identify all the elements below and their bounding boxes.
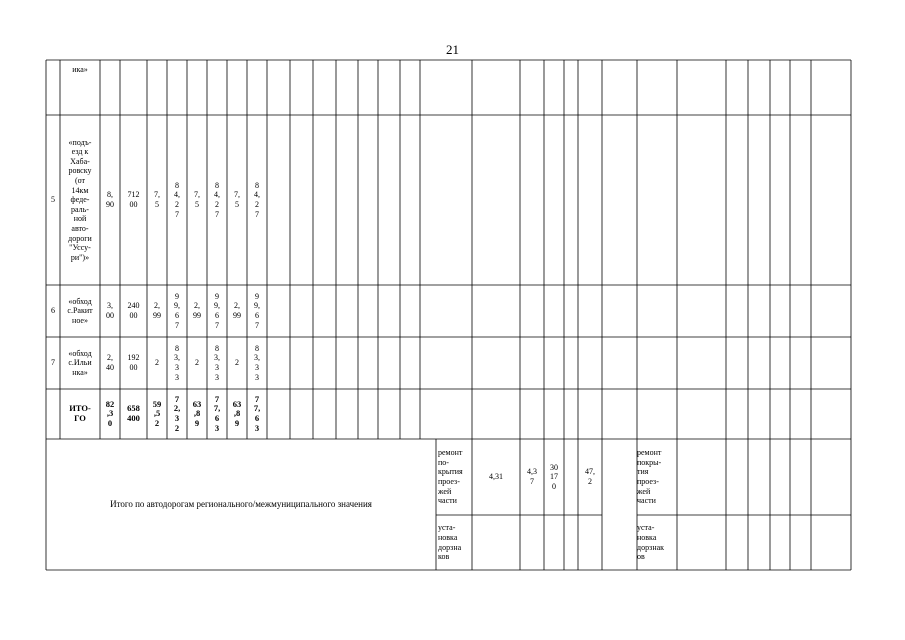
row-5-col-e: 7, 5 <box>234 190 240 209</box>
total-col-f: 7 7, 6 3 <box>253 393 261 433</box>
row-7-col-a: 2 <box>155 358 159 368</box>
summary-value-2: 4,3 7 <box>527 467 537 486</box>
summary-work-repair-2: ремонт покры- тия проез- жей части <box>637 448 662 506</box>
row-7-col-e: 2 <box>235 358 239 368</box>
row-7-cost: 192 00 <box>127 353 140 372</box>
row-5-col-c: 7, 5 <box>194 190 200 209</box>
row-6-length: 3, 00 <box>106 301 114 320</box>
row-6-col-e: 2, 99 <box>233 301 241 320</box>
row-5-col-a: 7, 5 <box>154 190 160 209</box>
row-5-name: «подъ- езд к Хаба- ровску (от 14км феде- раль- ной авто- дороги "Уссу- ри")» <box>68 137 92 262</box>
row-cont-name: ика» <box>72 65 88 75</box>
row-7-length: 2, 40 <box>106 353 114 372</box>
summary-label: Итого по автодорогам регионального/межмуниципального значения <box>110 498 372 509</box>
total-col-c: 63 ,8 9 <box>192 398 202 428</box>
row-5-number: 5 <box>51 195 55 205</box>
row-6-name: «обход с.Ракит ное» <box>67 296 93 325</box>
row-6-cost: 240 00 <box>127 301 140 320</box>
page-number: 21 <box>446 42 459 57</box>
row-5-col-d: 8 4, 2 7 <box>214 180 220 219</box>
summary-value-3: 30 17 0 <box>550 462 558 491</box>
total-col-e: 63 ,8 9 <box>232 398 242 428</box>
total-cost: 658 400 <box>127 403 140 423</box>
row-6-col-a: 2, 99 <box>153 301 161 320</box>
row-6-col-c: 2, 99 <box>193 301 201 320</box>
row-7-name: «обход с.Ильи нка» <box>68 348 92 377</box>
row-7-col-b: 8 3, 3 3 <box>174 343 180 382</box>
row-5-length: 8, 90 <box>106 190 114 209</box>
row-7-number: 7 <box>51 358 55 368</box>
row-6-col-f: 9 9, 6 7 <box>254 291 260 330</box>
total-col-d: 7 7, 6 3 <box>213 393 221 433</box>
row-5-col-f: 8 4, 2 7 <box>254 180 260 219</box>
row-6-col-d: 9 9, 6 7 <box>214 291 220 330</box>
total-label: ИТО- ГО <box>69 403 91 423</box>
row-5-cost: 712 00 <box>127 190 140 209</box>
row-7-col-c: 2 <box>195 358 199 368</box>
row-7-col-f: 8 3, 3 3 <box>254 343 260 382</box>
total-col-b: 7 2, 3 2 <box>173 393 181 433</box>
row-6-col-b: 9 9, 6 7 <box>174 291 180 330</box>
total-length: 82 ,3 0 <box>105 398 115 428</box>
row-7-col-d: 8 3, 3 3 <box>214 343 220 382</box>
summary-work-repair: ремонт по- крытия проез- жей части <box>438 448 463 506</box>
row-6-number: 6 <box>51 306 55 316</box>
row-5-col-b: 8 4, 2 7 <box>174 180 180 219</box>
total-col-a: 59 ,5 2 <box>152 398 162 428</box>
summary-work-signs-2: уста- новка дорзнак ов <box>637 523 665 562</box>
summary-value-4: 47, 2 <box>585 467 595 486</box>
summary-value-1: 4,31 <box>489 472 503 482</box>
summary-work-signs: уста- новка дорзна ков <box>438 523 462 562</box>
